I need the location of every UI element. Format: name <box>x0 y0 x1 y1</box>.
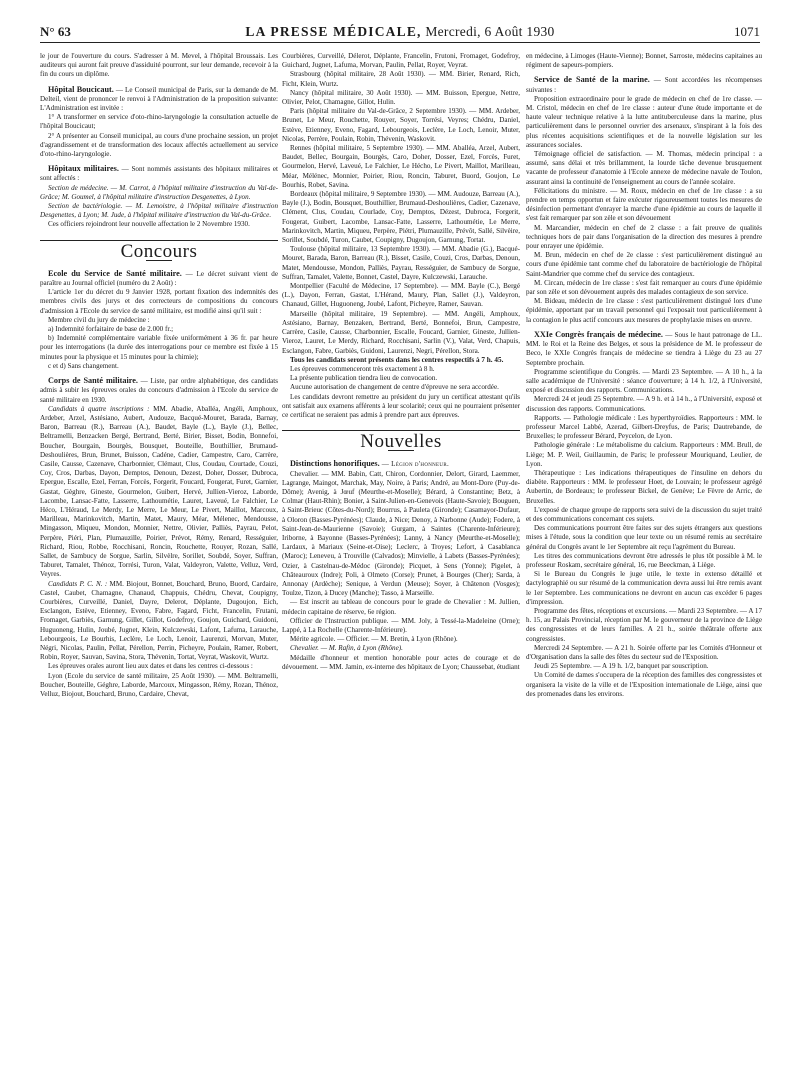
column-right <box>526 52 762 1074</box>
paragraph: M. Circan, médecin de 1re classe : s'est fait remarquer au cours d'une épidémie par son zèle et son dévouement auprès des malades contagieux de son service. <box>526 278 762 297</box>
paragraph: Ces officiers rejoindront leur nouvelle affectation le 2 Novembre 1930. <box>48 220 250 229</box>
paragraph: Section de bactériologie. — M. Lemoistre, à l'hôpital militaire d'instruction Desgenettes, à Lyon; M. Jude, à l'hôpital militaire d'instruction du Val-du-Grâce. <box>40 202 278 220</box>
paragraph: Chevalier. — M. Rafin, à Lyon (Rhône). <box>290 644 403 653</box>
paragraph: Montpellier (Faculté de Médecine, 17 Septembre). — MM. Bayle (C.), Bergé (L.), Dayon, Ferran, Gastat, L'Hérand, Maury, Plan, Sallet (J.), Valdeyron, Chanaud, Gillet, Huguoneng, Joubé, Lafont, Picheyre, Ramer, Sauvan. <box>282 282 520 309</box>
item-text: — Le décret suivant vient de paraître au Journal officiel (numéro du 2 Août) : <box>40 269 278 288</box>
paragraph: Courbières, Curveillé, Délerot, Déplante, Francelin, Frutoni, Fromaget, Godefroy, Guichard, Jugnet, Lafuma, Morvan, Paulin, Pellat, Royer, Veyrat. <box>282 52 520 70</box>
item-title: Hôpital Boucicaut. <box>48 84 114 94</box>
paragraph: Rennes (hôpital militaire, 5 Septembre 1930). — MM. Aballéa, Arzel, Aubert, Baudet, Bellec, Bourgain, Bourgès, Caro, Doher, Dosser, Ezel, Forcès, Furet, Gourmelon, Hervé, Laveué, Le Falchier, Le Hécho, Le Pivert, Maillot, Marilleau, Méar, Mélénec, Monnier, Poirier, Riou, Roncin, Taburet, Buord, Goujon, Le Bourhis, Robet, Savina. <box>282 144 520 189</box>
candidate-list <box>40 405 278 580</box>
paragraph: Mercredi 24 Septembre. — A 21 h. Soirée offerte par les Comités d'Honneur et d'Organisation dans la salle des fêtes du secteur sud de l'Exposition. <box>526 643 762 661</box>
paragraph: Lyon (Ecole du service de santé militaire, 25 Août 1930). — MM. Beltramelli, Boucher, Bouteille, Géghre, Laborde, Marcoux, Mingasson, Rémy, Rozan, Thénoz, Velluz, Biojout, Bouchard, Bruno, Cardaire, Chevat, <box>40 671 278 698</box>
paragraph: Un Comité de dames s'occupera de la réception des familles des congressistes et organisera la visite de la ville et de l'Exposition internationale de Liège, ainsi que des promenades dans les environs. <box>526 671 762 698</box>
paragraph: Programme des fêtes, réceptions et excursions. — Mardi 23 Septembre. — A 17 h. 15, au Palais Provincial, réception par M. le gouverneur de la province de Liège des congressistes et de leurs familles. A 21 h., soirée théâtrale offerte aux congressistes. <box>526 606 762 643</box>
section-heading-nouvelles <box>282 430 520 451</box>
news-item-congres <box>526 330 762 368</box>
paragraph: 2° A présenter au Conseil municipal, au cours d'une prochaine session, un projet d'agrandissement et de transformation des locaux affectés actuellement au service d'oto-rhino-laryngologie. <box>40 131 278 159</box>
news-item-corps-sante <box>40 376 278 405</box>
item-text: — Sont nommés assistants des hôpitaux militaires et sont affectés : <box>40 165 278 183</box>
page-number: 1071 <box>734 24 760 39</box>
paragraph: a) Indemnité forfaitaire de base de 2.000 fr.; <box>48 325 174 334</box>
item-text: — Sont accordées les récompenses suivantes : <box>526 76 762 94</box>
item-text: — Légion d'honneur. <box>379 460 450 469</box>
column-middle <box>282 52 520 1074</box>
paragraph: Chevalier. — MM. Babin, Catt, Chiron, Cordonnier, Delort, Girard, Laemmer, Lagrange, Maingot, Marchak, May, Noire, à Paris; André, au Mont-Dore (Puy-de-Dôme); Avenig, à Jœuf (Meurthe-et-Moselle); Bérard, à Constantine; Betz, à Colmar (Haut-Rhin); Bonier, à Saint-Julien-en-Genevois (Haute-Savoie); Bouguen, à Saint-Brieuc (Côtes-du-Nord); Bourrus, à Pauleta (Gironde); Casamayor-Dufaur, à Oloron (Basses-Pyrénées); Claude, à Nice; Denoy, à Narbonne (Aude); Fodere, à Saint-Jean-de-Maurienne (Savoie); Gurgam, à Saintes (Charente-Inférieure); Iriborne, à Bayonne (Basses-Pyrénées); Lanny, à Nancy (Meurthe-et-Moselle); Lardaux, à Mariaux (Seine-et-Oise); Leclerc, à Troyes; Lefort, à Casablanca (Maroc); Leneveu, à Trouville (Calvados); Minvielle, à Labets (Basses-Pyrénées); Ozier, à Castelnau-de-Médoc (Gironde); Picquet, à Sens (Yonne); Pigelet, à Châteauroux (Indre); Poli, à Olmeto (Corse); Prunet, à Bourges (Cher); Sarda, à Annonay (Ardèche); Senique, à Verdun (Meuse); Soyer, à Châtenon (Vosges); Toulze, Tizon, à Ducey (Manche); Tasso, à Marseille. <box>282 469 520 598</box>
page-header <box>40 22 760 43</box>
news-item-hopitaux-militaires <box>40 164 278 183</box>
paragraph: L'article 1er du décret du 9 Janvier 1928, portant fixation des indemnités des membres civils des jurys et des correcteurs de compositions du concours d'admission à l'Ecole du service de santé militaire, est modifié ainsi qu'il suit : <box>40 288 278 315</box>
paragraph: Félicitations du ministre. — M. Roux, médecin en chef de 1re classe : a su prendre en temps opportun et faire exécuter rigoureusement toutes les mesures de désinfection permettant d'enrayer la marche d'une épidémie au cours de laquelle il s'est fait remarquer par son zèle et son dévouement <box>526 186 762 223</box>
paragraph: 1° A transformer en service d'oto-rhino-laryngologie la consultation actuelle de l'hôpital Boucicaut; <box>40 113 278 131</box>
paragraph: Des communications pourront être faites sur des sujets étrangers aux questions mises à l'étude, sous la condition que leur texte ou un résumé remis au secrétaire général du Congrès avant le 1er Septembre ait reçu l'agrément du Bureau. <box>526 524 762 551</box>
paragraph: Témoignage officiel de satisfaction. — M. Thomas, médecin principal : a assumé, sans délai et très brillamment, la lourde tâche devenue brusquement vacante de professeur d'anatomie à l'Ecole annexe de médecine navale de Toulon, assurant ainsi la continuité de l'enseignement au cours de l'année scolaire. <box>526 150 762 186</box>
list-label: Candidats P. C. N. : <box>48 579 108 588</box>
paragraph: Mercredi 24 et jeudi 25 Septembre. — A 9 h. et à 14 h., à l'Université, exposé et discussion des rapports. Communications. <box>526 395 762 413</box>
issue-date: Mercredi, 6 Août 1930 <box>425 24 555 39</box>
item-text: — Sous le haut patronage de LL. MM. le Roi et la Reine des Belges, et sous la présidence de M. le professeur de Beco, le XXIe Congrès français de médecine se tiendra à Liège du 23 au 27 Septembre prochain. <box>526 330 762 367</box>
paragraph: Jeudi 25 Septembre. — A 19 h. 1/2, banquet par souscription. <box>534 662 709 671</box>
paragraph: Les titres des communications devront être adressés le plus tôt possible à M. le professeur Roskam, secrétaire général, 16, rue Beeckman, à Liège. <box>526 551 762 569</box>
paragraph: Les épreuves orales auront lieu aux dates et dans les centres ci-dessous : <box>48 662 253 671</box>
journal-title <box>160 24 640 40</box>
paragraph: Thérapeutique : Les indications thérapeutiques de l'insuline en dehors du diabète. Rapporteurs : MM. le professeur Hoet, de Louvain; le professeur agrégé Aubertin, de Bordeaux; le professeur Bickel, de Genève; Le Fèvre de Arric, de Bruxelles. <box>526 468 762 505</box>
paragraph: Bordeaux (hôpital militaire, 9 Septembre 1930). — MM. Audouze, Barreau (A.), Bayle (J.), Bodin, Bousquet, Bouthillier, Brumaud-Deshoulières, Cadier, Cazenave, Clément, Clus, Coudau, Courlade, Coy, Demptos, Dézest, Dubroca, Forgerit, Fougerat, Guibert, Lacombe, Lansac-Fatte, Lasserre, Lathoumétie, Le Merre, Marinkovitch, Martin, Miqueu, Perpère, Piétri, Plumauzille, Prévôt, Sallé, Silvèire, Sorillet, Soubdé, Turon, Caubet, Coupigny, Dugoujon, Garnung, Tortat. <box>282 190 520 245</box>
paragraph: L'exposé de chaque groupe de rapports sera suivi de la discussion du sujet traité et des communications concernant ces sujets. <box>526 505 762 523</box>
paragraph: Aucune autorisation de changement de centre d'épreuve ne sera accordée. <box>290 383 499 392</box>
paragraph: M. Brun, médecin en chef de 2e classe : s'est particulièrement distingué au cours d'une épidémie tant comme chef du laboratoire de bactériologie de l'hôpital Saint-Mandrier que comme chef du service des contagieux. <box>526 251 762 278</box>
news-item-distinctions <box>282 459 520 469</box>
list-label: Candidats à quatre inscriptions : <box>48 404 150 413</box>
paragraph: Les épreuves commenceront très exactement à 8 h. <box>290 364 435 373</box>
paragraph: Programme scientifique du Congrès. — Mardi 23 Septembre. — A 10 h., à la salle académique de l'Université : séance d'ouverture; à 14 h. 1/2, à l'Université, exposé et discussion des rapports. Communications. <box>526 367 762 395</box>
paragraph: Rapports. — Pathologie médicale : Les hyperthyroïdies. Rapporteurs : MM. le professeur Marcel Labbé, Azerad, Gilbert-Dreyfus, de Paris; Dautrebande, de Bruxelles; le professeur Bérard, Peycelon, de Lyon. <box>526 413 762 441</box>
column-left <box>40 52 278 1074</box>
paragraph: Officier de l'Instruction publique. — MM. Joly, à Tessé-la-Madeleine (Orne); Lappé, à La Rochelle (Charente-Inférieure). <box>282 616 520 634</box>
item-title: Distinctions honorifiques. <box>290 459 380 469</box>
paragraph: Membre civil du jury de médecine : <box>48 315 150 324</box>
paragraph: c et d) Sans changement. <box>48 361 119 370</box>
list-text: MM. Abadie, Aballéa, Angéli, Amphoux, Ardeber, Arzel, Astésiano, Aubert, Audouze, Bacqué-Mouret, Barada, Barnay, Baron, Barreau (R.), Barreau (A.), Baudet, Bayle (L.), Bayle (J.), Bellec, Beltramelli, Benzacken Bergé, Bertrand, Berté, Birier, Bisset, Bodin, Bonnefoi, Boucher, Bourgain, Bourgès, Bousquet, Bouteille, Bouthillier, Brumaud-Deshoulières, Brun, Brunet, Buisson, Cadéne, Cadier, Campestre, Caro, Carrère, Casile, Causse, Cazenave, Charbonnier, Clémaut, Clus, Coudau, Courtade, Couzi, Coy, Cros, Darbas, Dayon, Demptos, Denoun, Dezest, Doher, Dosser, Dubroca, Epergue, Escalle, Ezel, Ferran, Forcès, Forgerit, Foucard, Fougerat, Furet, Garnier, Gastat, Gèghre, Gineste, Gourmelon, Guibert, Hervé, Jullien-Vieroz, Laborde, Lacombe, Lansac-Fatte, Lasserre, Lathoumétie, Lauret, Laveué, Le Falchier, Le Héco, L'Héraud, Le Merdy, Le Merre, Le Meur, Le Pivert, Maillot, Marcoux, Marilleau, Marinkovitch, Martin, Matet, Maury, Méar, Mélenec, Mendousse, Mingasson, Miqueu, Mondon, Monnier, Nettre, Olivier, Palliès, Payrau, Pelot, Perpère, Piéri, Plan, Plumauzille, Poirier, Prévot, Rémy, Renard, Rességuier, Richard, Riou, Robbe, Rocchisani, Roncin, Rouchette, Rouyer, Rozan, Sallé, Sallet, de Sambucy de Sorgue, Sarlin, Silvèlre, Sorillet, Soubdé, Soyer, Suffran, Taburet, Tamalet, Thénoz, Torrési, Turon, Valat, Valdeyron, Valette, Velluz, Verd, Veyres. <box>40 404 278 579</box>
candidate-list <box>40 580 278 663</box>
paragraph: Médaille d'honneur et mention honorable pour actes de courage et de dévouement. — MM. Jamin, ex-interne des hôpitaux de Lyon; Chaussebat, étudiant <box>282 653 520 671</box>
paragraph: Tous les candidats seront présents dans les centres respectifs à 7 h. 45. <box>290 355 504 364</box>
list-text: MM. Biojout, Bonnet, Bouchard, Bruno, Buord, Cardaire, Castel, Caubet, Chamagne, Chanaud, Chappuis, Chédru, Chevat, Coupigny, Courbières, Curveillé, Daniel, Dayre, Delerot, Déplante, Dugoujon, Eich, Esclangon, Estève, Etienney, Eveno, Fabre, Fagard, Ficht, Francelin, Frutani, Fromaget, Garbiès, Garnung, Gillet, Gillot, Godefroy, Goujon, Guichard, Guidoni, Huguoneng, Hulin, Joubé, Jugnet, Klein, Kulczewski, Lafont, Lafuma, Larauche, Lebourgeois, Le Bourhis, Leclère, Le Loch, Lenoir, Laurenzi, Morvan, Muter, Négri, Nicolas, Paulin, Pellat, Pérellon, Perrin, Picheyre, Poulain, Ramer, Robert, Robin, Royer, Sauvan, Savina, Stora, Thévenin, Tortat, Veyrat, Waskovit, Wurtz. <box>40 579 278 662</box>
paragraph: Toulouse (hôpital militaire, 13 Septembre 1930). — MM. Abadie (G.), Bacqué-Mouret, Barada, Baron, Barreau (R.), Bisset, Casile, Couzi, Cros, Darbas, Denoun, Matet, Mendousse, Mondon, Palliès, Payrau, Rességuier, de Sambucy de Sorgue, Suffran, Tamalet, Valette, Bonnet, Castel, Dayre, Kulczewski, Larauche. <box>282 245 520 281</box>
item-title: Service de Santé de la marine. <box>534 75 650 85</box>
news-item-ecole-sante <box>40 269 278 288</box>
paragraph: le jour de l'ouverture du cours. S'adresser à M. Mevel, à l'hôpital Broussais. Les auditeurs qui auront fait preuve d'assiduité pourront, sur leur demande, recevoir à la fin du cours un diplôme. <box>40 52 278 79</box>
paragraph: Paris (hôpital militaire du Val-de-Grâce, 2 Septembre 1930). — MM. Ardeber, Brunet, Le Meur, Rouchette, Rouyer, Soyer, Torrési, Veyres; Chédru, Daniel, Estève, Etienney, Eveno, Fagard, Lebourgeois, Leclère, Le Loch, Lenoir, Muter, Nicolas, Perrère, Poulain, Robin, Thévenin, Waskovit. <box>282 107 520 143</box>
paragraph: Pathologie générale : Le métabolisme du calcium. Rapporteurs : MM. Brull, de Liège; M. P. Weil, Guillaumin, de Paris; le professeur Mouriquand, Leulier, de Lyon. <box>526 441 762 468</box>
paragraph: Nancy (hôpital militaire, 30 Août 1930). — MM. Buisson, Epergue, Nettre, Olivier, Pelot, Chamagne, Gillot, Hulin. <box>282 88 520 107</box>
paragraph: Les candidats devront remettre au président du jury un certificat attestant qu'ils ont satisfait aux examens afférents à leur scolarité; ceux qui ne pourraient présenter ce certificat ne seraient pas admis à prendre part aux épreuves. <box>282 392 520 419</box>
news-item-marine <box>526 75 762 94</box>
paragraph: Mérite agricole. — Officier. — M. Bretin, à Lyon (Rhône). <box>290 635 458 644</box>
paragraph: en médecine, à Limoges (Haute-Vienne); Bonnet, Sarroste, médecins capitaines au régiment de sapeurs-pompiers. <box>526 52 762 70</box>
item-text: — Le Conseil municipal de Paris, sur la demande de M. Delteil, vient de prononcer le renvoi à l'Administration de la proposition suivante: L'Administration est invitée : <box>40 85 278 113</box>
journal-name: LA PRESSE MÉDICALE, <box>245 24 422 39</box>
item-text: — Liste, par ordre alphabétique, des candidats admis à subir les épreuves orales du concours d'admission à l'Ecole du service de santé militaire en 1930. <box>40 377 278 404</box>
section-heading-text: Concours <box>120 240 198 262</box>
section-heading-text: Nouvelles <box>360 431 442 453</box>
paragraph: — Est inscrit au tableau de concours pour le grade de Chevalier : M. Jullien, médecin capitaine de réserve, 6e région. <box>282 598 520 616</box>
paragraph: M. Marcandier, médecin en chef de 2 classe : a fait preuve de qualités techniques hors de pair dans l'organisation de la direction des mesures à prendre pour enrayer une épidémie. <box>526 223 762 251</box>
item-title: Corps de Santé militaire. <box>48 376 138 386</box>
paragraph: Strasbourg (hôpital militaire, 28 Août 1930). — MM. Birier, Renard, Rich, Ficht, Klein, Wurtz. <box>282 70 520 88</box>
paragraph: Marseille (hôpital militaire, 19 Septembre). — MM. Angéli, Amphoux, Astésiano, Barnay, Benzaken, Bertrand, Berté, Bonnefoi, Brun, Campestre, Carrère, Casile, Causse, Charbonnier, Escalle, Foucard, Garnier, Gineste, Jullien-Vieroz, Lauret, Le Merdy, Richard, Rocchisani, Sarlin (V.), Valat, Verd, Chapuis, Esclangon, Fabre, Garbiès, Guidoni, Laurenzi, Negri, Pérellon, Stora. <box>282 309 520 355</box>
paragraph: b) Indemnité complémentaire variable fixée uniformément à 36 fr. par heure pour les interrogations (la durée des interrogations pour ce membre est fixée à 15 minutes pour la physique et 15 minutes pour la chimie); <box>40 334 278 361</box>
section-heading-concours <box>40 240 278 261</box>
item-title: Ecole du Service de Santé militaire. <box>48 268 182 278</box>
news-item-boucicaut <box>40 85 278 114</box>
paragraph: Section de médecine. — M. Carrot, à l'hôpital militaire d'instruction du Val-de-Grâce; M. Goumel, à l'hôpital militaire d'instruction Desgenettes, à Lyon. <box>40 183 278 201</box>
item-title: Hôpitaux militaires. <box>48 164 119 174</box>
paragraph: Si le Bureau du Congrès le juge utile, le texte in extenso détaillé et dactylographié ou sur résumé de la communication devra aussi lui être remis avant le 1er Septembre. Les communications ne devront en aucun cas excéder 6 pages d'impression. <box>526 570 762 606</box>
paragraph: La présente publication tiendra lieu de convocation. <box>290 374 438 383</box>
issue-number: N° 63 <box>40 24 71 39</box>
paragraph: Proposition extraordinaire pour le grade de médecin en chef de 1re classe. — M. Cristol, médecin en chef de 1re classe : auteur d'une étude importante et de haute valeur technique relative à la lutte antituberculeuse dans la marine, plus particulièrement dans le personnel ouvrier des arsenaux, s'inspirant à la fois des plus récentes acquisitions scientifiques et de la nouvelle législation sur les assurances sociales. <box>526 94 762 149</box>
paragraph: M. Bideau, médecin de 1re classe : s'est particulièrement distingué lors d'une épidémie, apportant par un travail personnel qui l'exposait tout particulièrement à la contagion le plus actif concours aux mesures de prophylaxie mises en œuvre. <box>526 297 762 324</box>
item-title: XXIe Congrès français de médecine. <box>534 329 663 339</box>
